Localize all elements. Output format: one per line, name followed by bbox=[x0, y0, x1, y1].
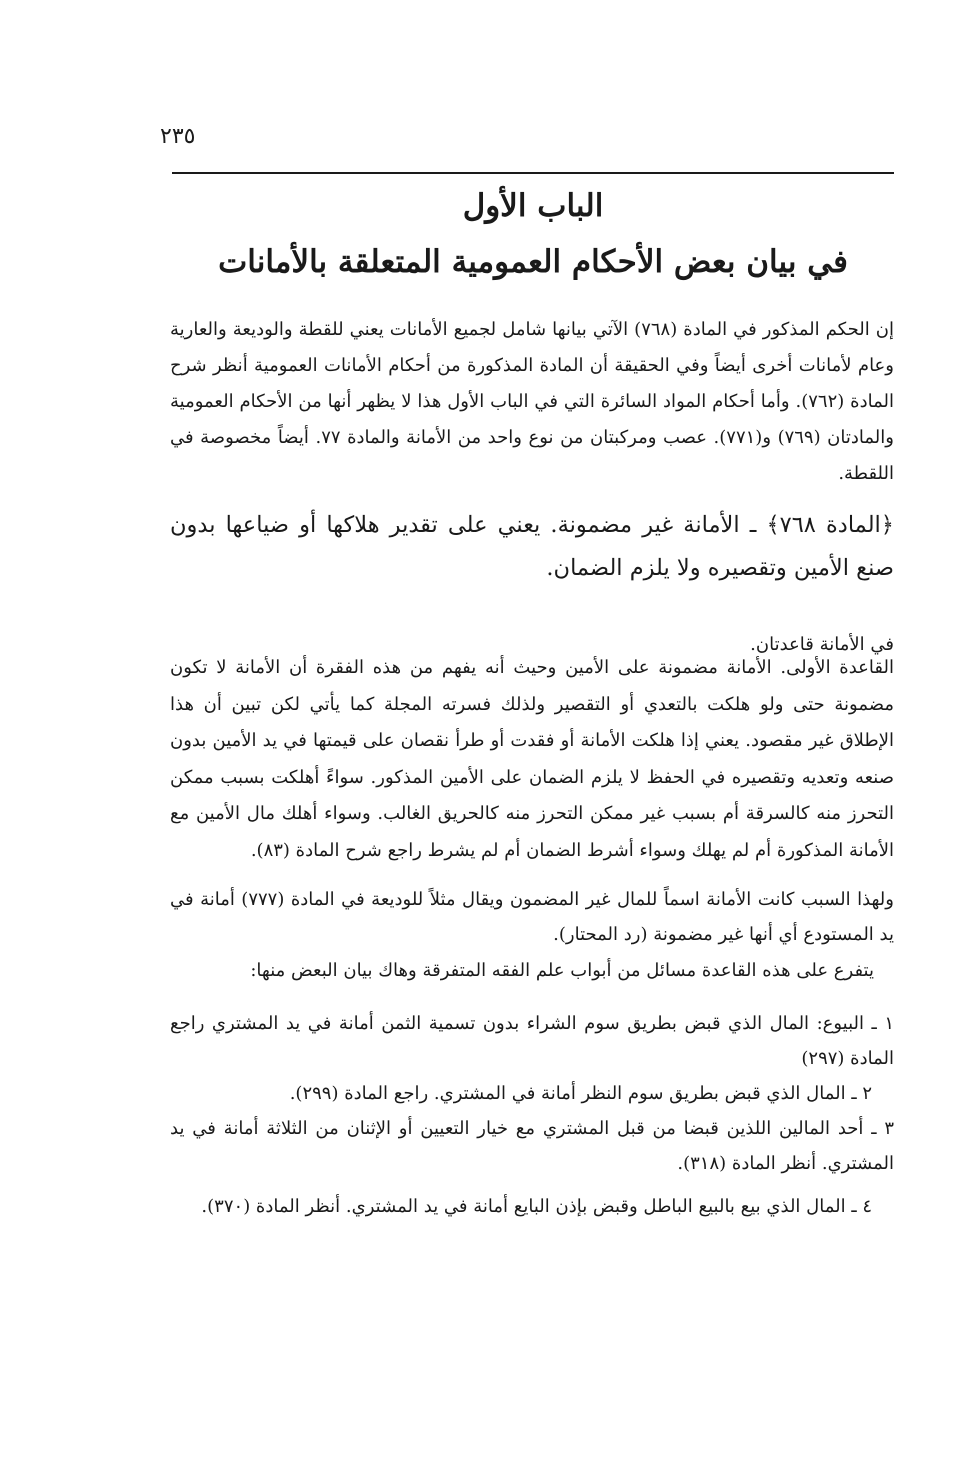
chapter-subtitle: في بيان بعض الأحكام العمومية المتعلقة بالأمانات bbox=[218, 244, 848, 280]
rule-one-text: القاعدة الأولى. الأمانة مضمونة على الأمين وحيث أنه يفهم من هذه الفقرة أن الأمانة لا تكون مضمونة حتى ولو هلكت بالتعدي أو التقصير ولذلك فسرته المجلة كما يأتي لكن تبين أن هذا الإطلاق غير مقصود. يعني إذا هلكت الأمانة أو فقدت أو طرأ نقصان على قيمتها في يد الأمين بدون صنعه وتعديه وتقصيره في الحفظ لا يلزم الضمان على الأمين المذكور. سواءً أهلكت بسبب ممكن التحرز منه كالسرقة أم بسبب غير ممكن التحرز منه كالحريق الغالب. وسواء أهلك مال الأمين مع الأمانة المذكورة أم لم يهلك وسواء أشرط الضمان أم لم يشرط راجع شرح المادة (٨٣). bbox=[170, 657, 894, 861]
reason-paragraph bbox=[170, 882, 894, 952]
reason-text: ولهذا السبب كانت الأمانة اسماً للمال غير المضمون ويقال مثلاً للوديعة في المادة (٧٧٧) أمانة في يد المستودع أي أنها غير مضمونة (رد المحتار). bbox=[170, 889, 894, 945]
intro-paragraph-text: إن الحكم المذكور في المادة (٧٦٨) الآتي بيانها شامل لجميع الأمانات يعني للقطة والوديعة والعارية وعام لأمانات أخرى أيضاً وفي الحقيقة أن المادة المذكورة من أحكام الأمانات العمومية أنظر شرح المادة (٧٦٢). وأما أحكام المواد السائرة التي في الباب الأول هذا لا يظهر أنها من الأحكام العمومية والمادتان (٧٦٩) و(٧٧١). عصب ومركبتان من نوع واحد من الأمانة والمادة ٧٧. أيضاً مخصوصة في اللقطة. bbox=[170, 319, 894, 484]
rules-intro-text: في الأمانة قاعدتان. bbox=[750, 634, 894, 655]
page-number: ٢٣٥ bbox=[160, 124, 196, 149]
chapter-title: الباب الأول bbox=[462, 188, 604, 224]
list-item: ١ ـ البيوع: المال الذي قبض بطريق سوم الشراء بدون تسمية الثمن أمانة في يد المشتري راجع المادة (٢٩٧) bbox=[170, 1013, 894, 1069]
rule-one-paragraph bbox=[170, 650, 894, 869]
article-paragraph bbox=[170, 504, 894, 590]
article-768 bbox=[170, 504, 894, 590]
list-item: ٢ ـ المال الذي قبض بطريق سوم النظر أمانة في المشتري. راجع المادة (٢٩٩). bbox=[289, 1083, 872, 1104]
branch-text: يتفرع على هذه القاعدة مسائل من أبواب علم الفقه المتفرقة وهاك بيان البعض منها: bbox=[250, 960, 874, 981]
article-text: ـ الأمانة غير مضمونة. يعني على تقدير هلاكها أو ضياعها بدون صنع الأمين وتقصيره ولا يلزم الضمان. bbox=[170, 512, 894, 581]
header-rule bbox=[172, 172, 894, 174]
intro-paragraph bbox=[170, 312, 894, 492]
list-item: ٣ ـ أحد المالين اللذين قبضا من قبل المشتري مع خيار التعيين أو الإثنان من الثلاثة أمانة في يد المشتري. أنظر المادة (٣١٨). bbox=[170, 1118, 894, 1174]
issues-list bbox=[170, 1006, 894, 1224]
list-item: ٤ ـ المال الذي بيع بالبيع الباطل وقبض بإذن البايع أمانة في يد المشتري. أنظر المادة (٣٧٠). bbox=[201, 1196, 872, 1217]
article-label: ﴿المادة ٧٦٨﴾ bbox=[766, 512, 894, 538]
branch-paragraph bbox=[170, 954, 894, 988]
